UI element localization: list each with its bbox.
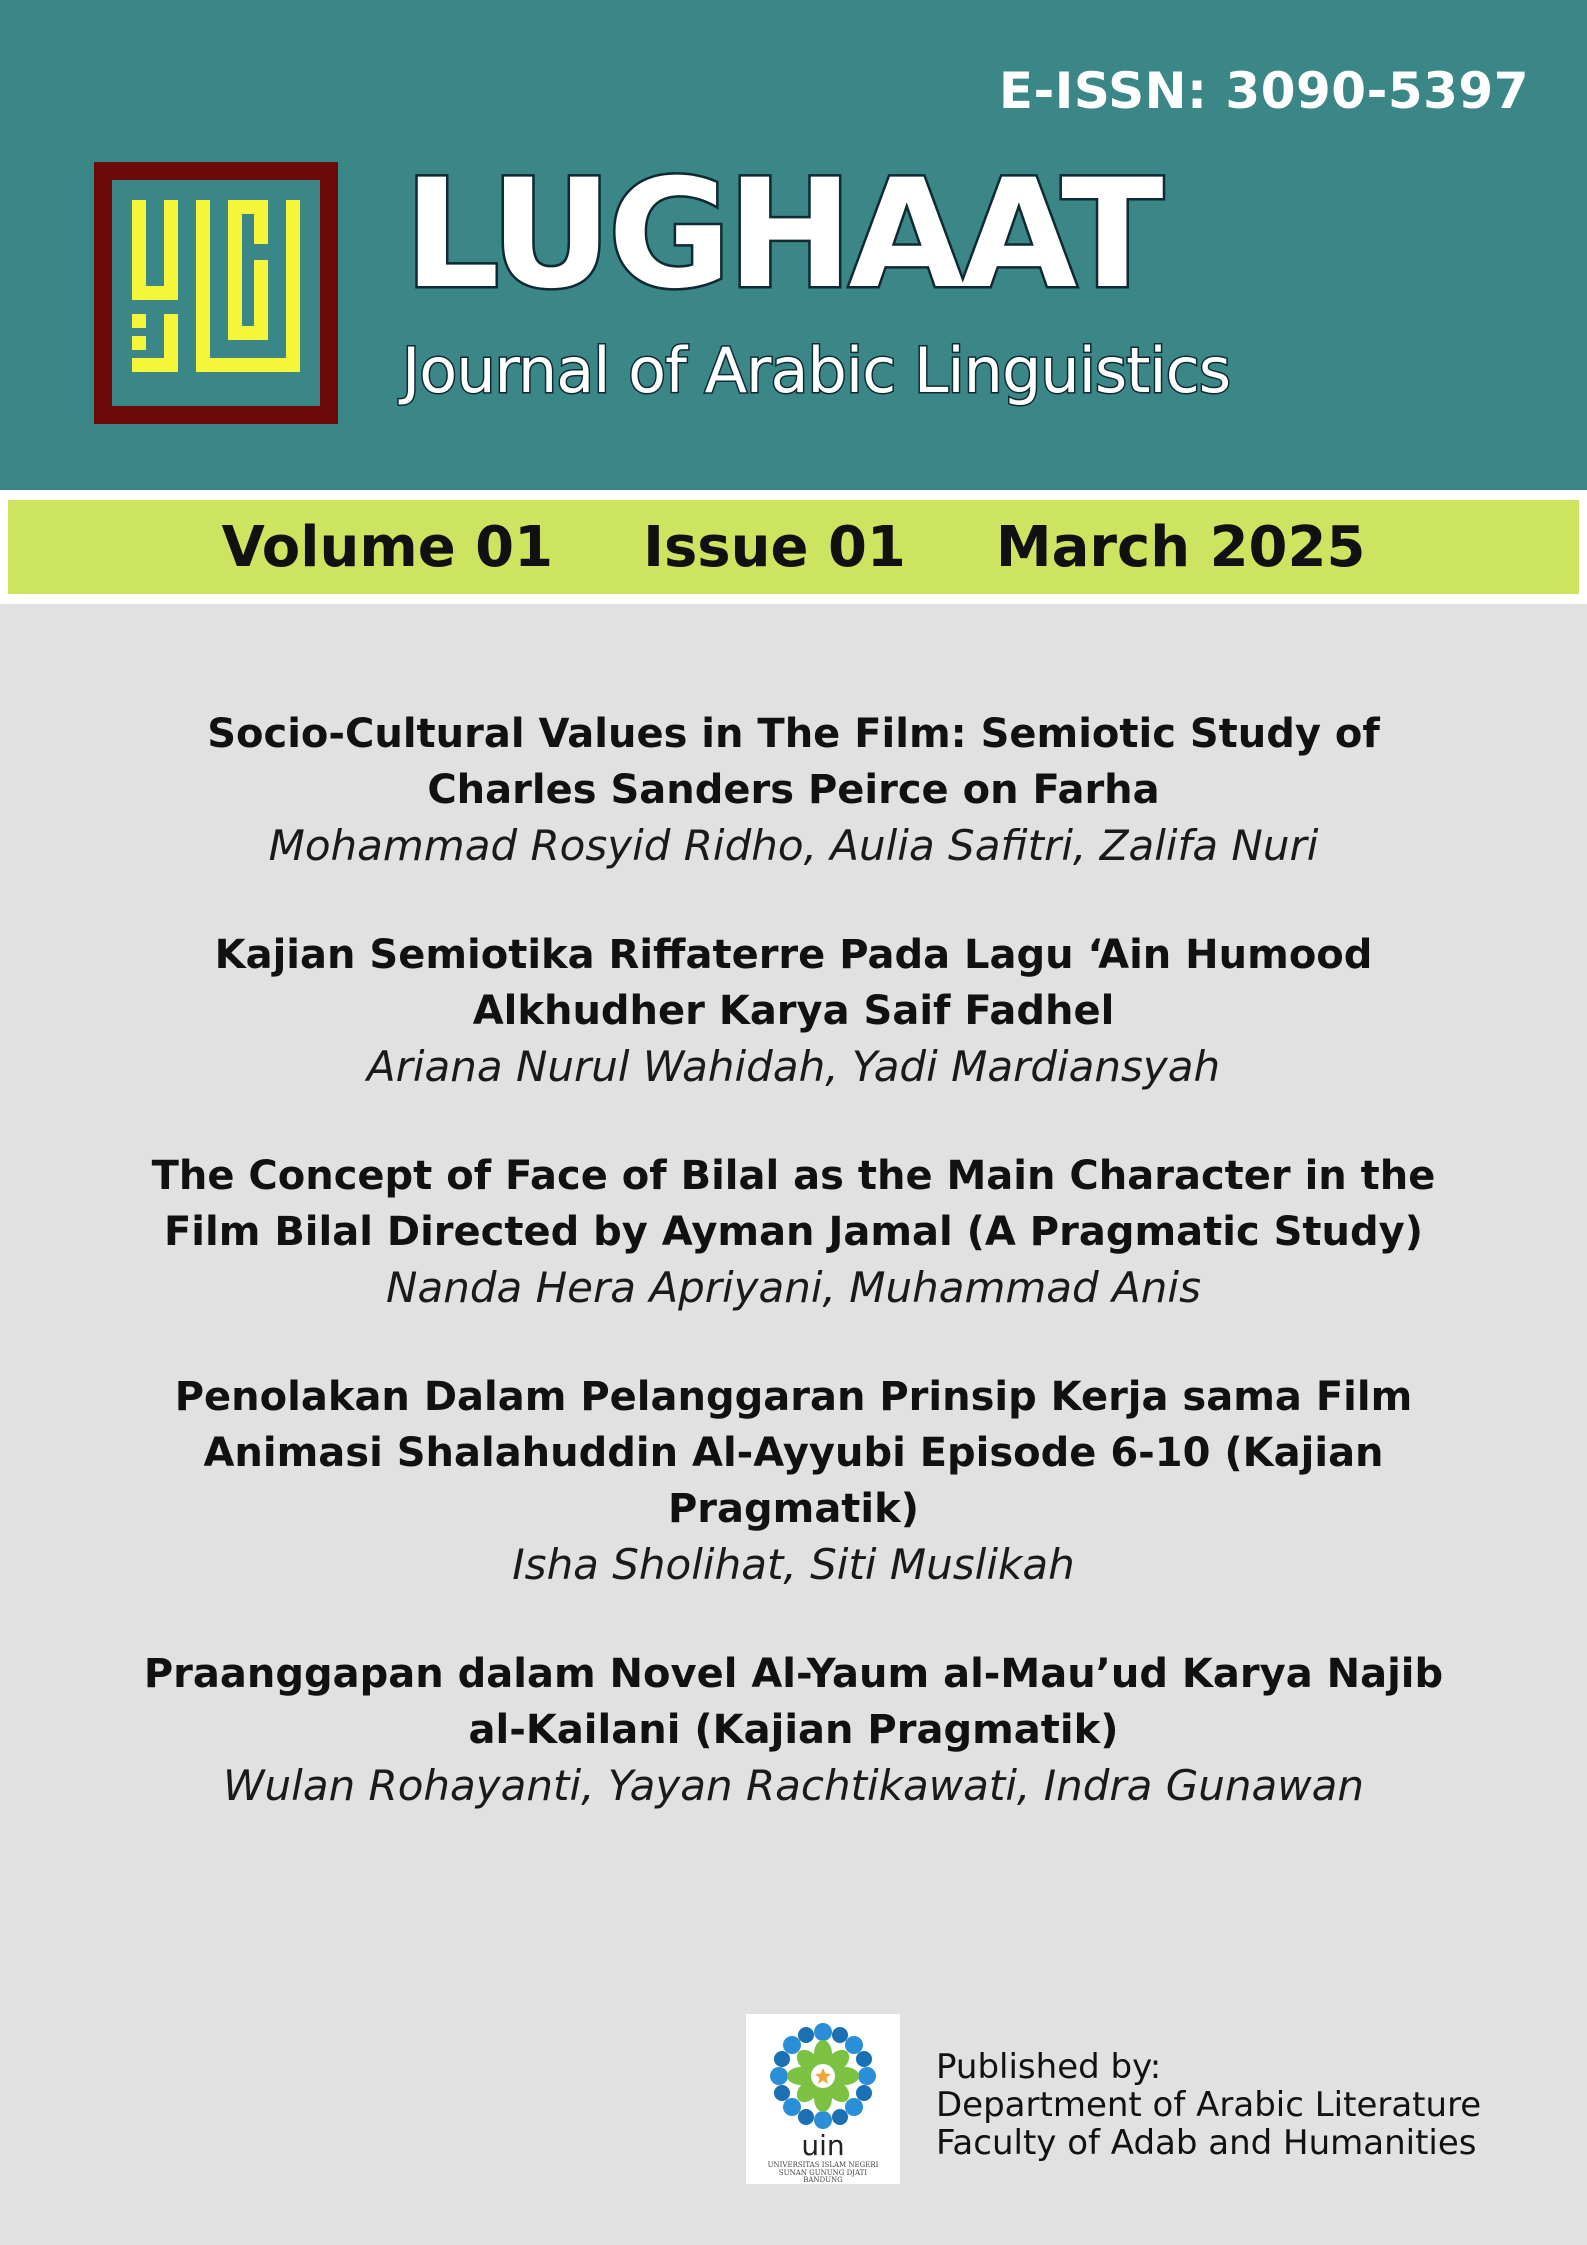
issue-label: Issue 01 bbox=[643, 514, 906, 580]
article-title bbox=[80, 1646, 1507, 1758]
published-by-label: Published by: bbox=[936, 2047, 1162, 2087]
article-item bbox=[80, 706, 1507, 874]
article-title bbox=[80, 1369, 1507, 1537]
article-authors: Ariana Nurul Wahidah, Yadi Mardiansyah bbox=[366, 1042, 1221, 1091]
department-label: Department of Arabic Literature bbox=[936, 2085, 1482, 2125]
uin-logo-text: uin bbox=[801, 2129, 845, 2162]
article-item bbox=[80, 1369, 1507, 1593]
issn-label: E-ISSN: 3090-5397 bbox=[998, 62, 1529, 120]
article-authors: Nanda Hera Apriyani, Muhammad Anis bbox=[386, 1263, 1201, 1312]
article-title-line: Praanggapan dalam Novel Al-Yaum al-Mau’ud Karya Najib bbox=[143, 1651, 1444, 1697]
article-list bbox=[80, 706, 1507, 1867]
uin-caption-line: BANDUNG bbox=[803, 2176, 843, 2185]
article-title bbox=[80, 706, 1507, 818]
article-authors: Isha Sholihat, Siti Muslikah bbox=[512, 1540, 1075, 1589]
article-title-line: Kajian Semiotika Riffaterre Pada Lagu ‘Ain Humood bbox=[214, 932, 1373, 978]
kufic-glyph-icon bbox=[112, 180, 320, 406]
uin-flower-icon bbox=[746, 2014, 900, 2134]
article-title-line: Animasi Shalahuddin Al-Ayyubi Episode 6-10 (Kajian bbox=[203, 1430, 1384, 1476]
article-title-line: Penolakan Dalam Pelanggaran Prinsip Kerja sama Film bbox=[174, 1374, 1413, 1420]
article-title-line: al-Kailani (Kajian Pragmatik) bbox=[468, 1707, 1119, 1753]
article-title-line: Alkhudher Karya Saif Fadhel bbox=[472, 988, 1115, 1034]
uin-caption-line: SUNAN GUNUNG DJATI bbox=[778, 2168, 868, 2177]
article-title bbox=[80, 1148, 1507, 1260]
article-title-line: Socio-Cultural Values in The Film: Semiotic Study of bbox=[207, 711, 1380, 757]
cover-header bbox=[0, 0, 1587, 490]
article-title-line: Charles Sanders Peirce on Farha bbox=[427, 767, 1160, 813]
journal-subtitle: Journal of Arabic Linguistics bbox=[402, 334, 1231, 407]
article-item bbox=[80, 1646, 1507, 1814]
article-item bbox=[80, 1148, 1507, 1316]
uin-caption-line: UNIVERSITAS ISLAM NEGERI bbox=[767, 2161, 879, 2169]
article-title-line: The Concept of Face of Bilal as the Main Character in the bbox=[151, 1153, 1436, 1199]
issue-band bbox=[8, 500, 1579, 594]
date-label: March 2025 bbox=[995, 514, 1366, 580]
article-title-line: Film Bilal Directed by Ayman Jamal (A Pragmatic Study) bbox=[163, 1209, 1424, 1255]
article-item bbox=[80, 927, 1507, 1095]
faculty-label: Faculty of Adab and Humanities bbox=[936, 2123, 1477, 2163]
article-title bbox=[80, 927, 1507, 1039]
uin-logo bbox=[746, 2014, 900, 2184]
article-title-line: Pragmatik) bbox=[667, 1486, 920, 1532]
article-authors: Wulan Rohayanti, Yayan Rachtikawati, Indra Gunawan bbox=[223, 1761, 1364, 1810]
uin-logo-caption bbox=[746, 2162, 900, 2185]
journal-title: LUGHAAT bbox=[404, 148, 1160, 322]
volume-label: Volume 01 bbox=[221, 514, 554, 580]
article-authors: Mohammad Rosyid Ridho, Aulia Safitri, Zalifa Nuri bbox=[268, 821, 1319, 870]
kufic-square-logo-icon bbox=[94, 162, 338, 424]
publisher-info bbox=[936, 2048, 1481, 2162]
